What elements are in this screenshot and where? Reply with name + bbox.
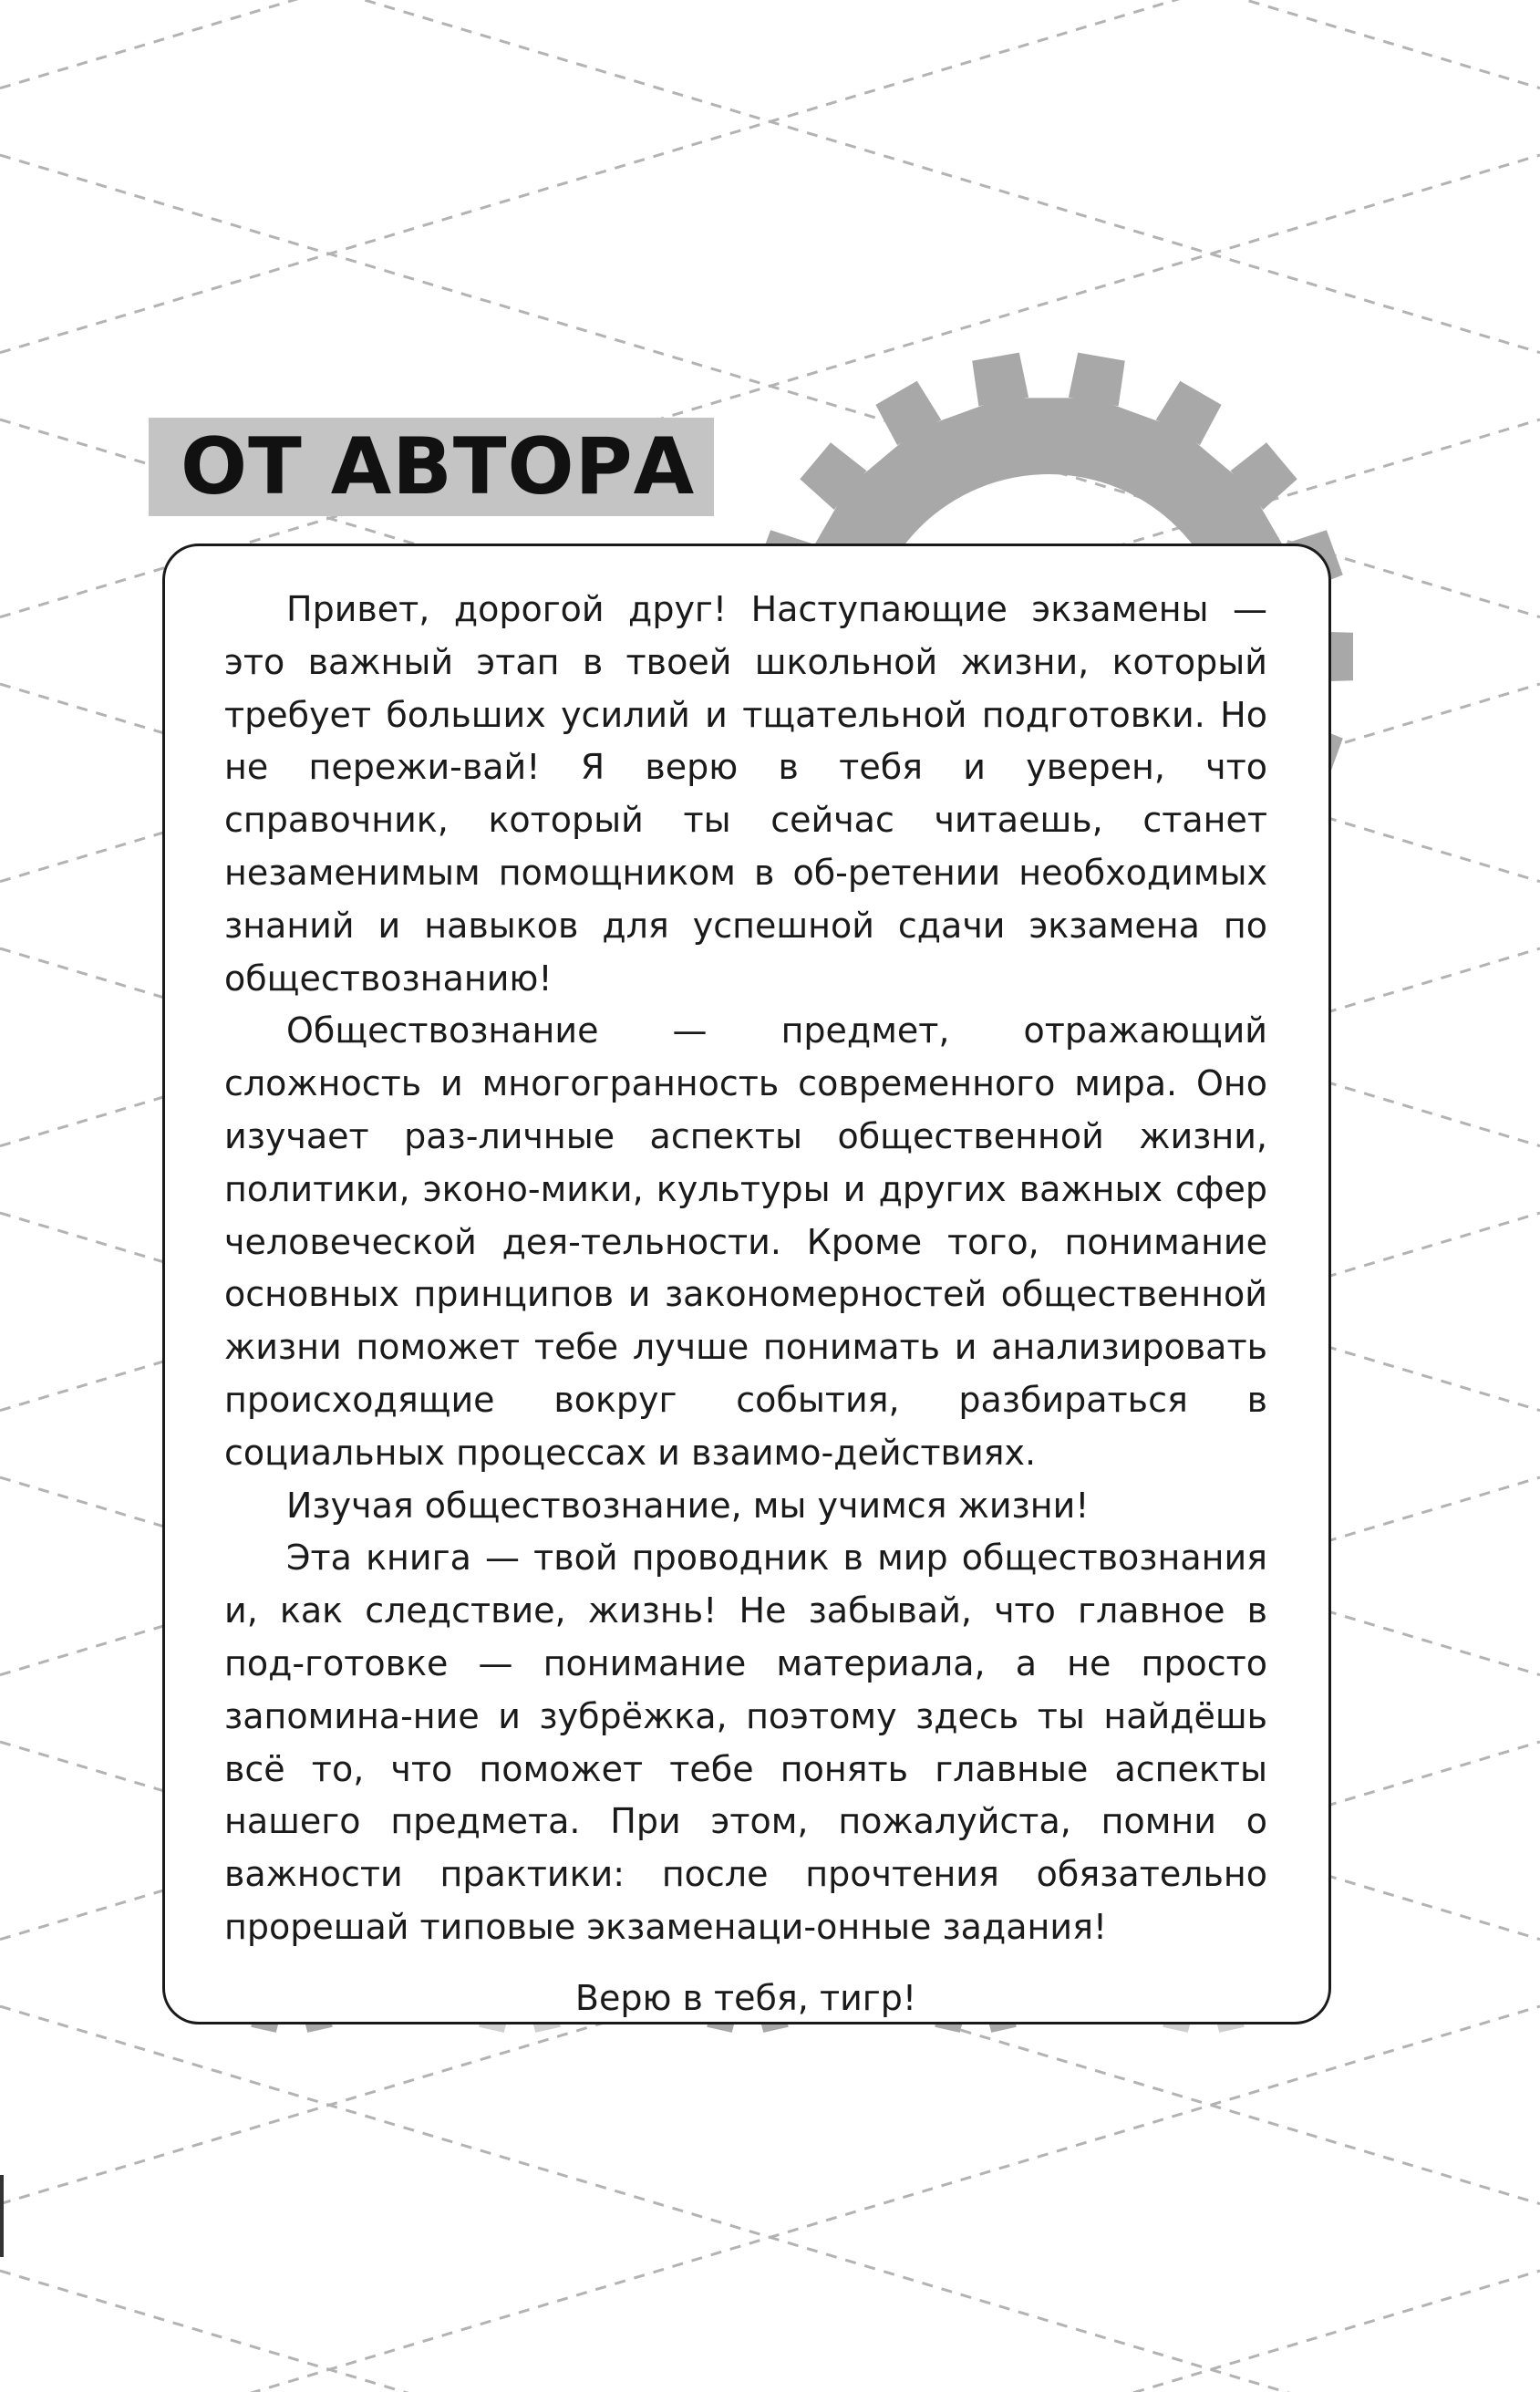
- author-foreword: [224, 584, 1267, 2025]
- paragraph-motto: Изучая обществознание, мы учимся жизни!: [286, 1485, 1090, 1526]
- closing-line: Верю в тебя, тигр!: [574, 1977, 917, 2018]
- page-title: ОТ АВТОРА: [181, 421, 696, 513]
- paragraph-greeting: Привет, дорогой друг! Наступающие экзамены — это важный этап в твоей школьной жизни, который требует больших усилий и тщательной подготовки. Но не пережи-вай! Я верю в тебя и уверен, что справочник, который ты сейчас читаешь, станет незаменимым помощником в об-ретении необходимых знаний и навыков для успешной сдачи экзамена по обществознанию!: [224, 589, 1267, 999]
- paragraph-subject: Обществознание — предмет, отражающий сложность и многогранность современного мира. Оно изучает раз-личные аспекты общественной жизни, политики, эконо-мики, культуры и других важных сфер человеческой дея-тельности. Кроме того, понимание основных принципов и закономерностей общественной жизни поможет тебе лучше понимать и анализировать происходящие вокруг события, разбираться в социальных процессах и взаимо-действиях.: [224, 1010, 1267, 1473]
- paragraph-book: Эта книга — твой проводник в мир обществознания и, как следствие, жизнь! Не забывай, что главное в под-готовке — понимание материала, а не просто запомина-ние и зубрёжка, поэтому здесь ты найдёшь всё то, что поможет тебе понять главные аспекты нашего предмета. При этом, пожалуйста, помни о важности практики: после прочтения обязательно прорешай типовые экзаменаци-онные задания!: [224, 1538, 1267, 1947]
- page-edge-mark: [0, 2175, 4, 2257]
